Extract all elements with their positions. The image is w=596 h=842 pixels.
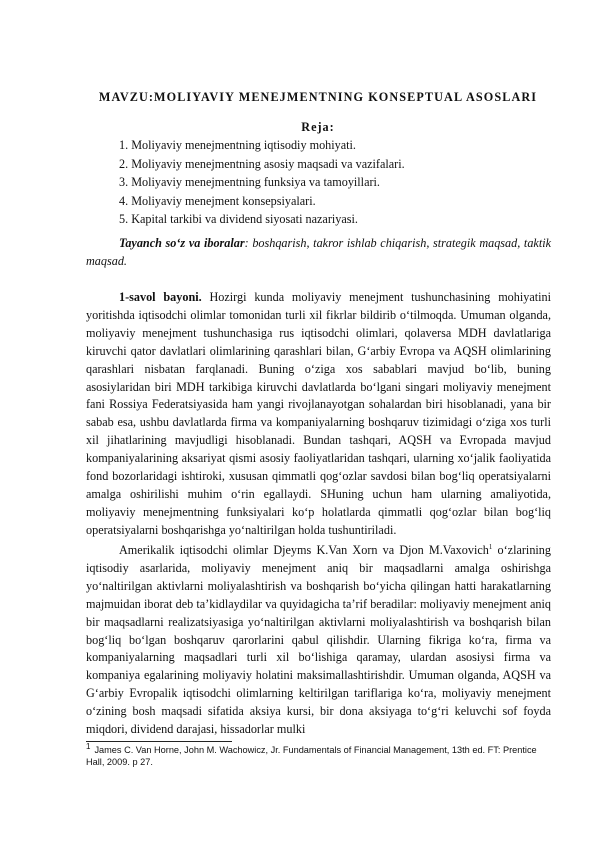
section-1-paragraph	[86, 289, 551, 540]
footnote-text: James C. Van Horne, John M. Wachowicz, Jr. Fundamentals of Financial Management, 13th ed. FT: Prentice Hall, 2009. p 27.	[86, 745, 537, 768]
footnote-mark: 1	[86, 741, 91, 751]
plan-item: 5. Kapital tarkibi va dividend siyosati nazariyasi.	[119, 212, 358, 227]
definition-text-a: Amerikalik iqtisodchi olimlar Djeyms K.Van Xorn va Djon M.Vaxovich	[119, 543, 489, 557]
footnote	[86, 741, 556, 768]
plan-item: 1. Moliyaviy menejmentning iqtisodiy mohiyati.	[119, 138, 356, 152]
section-1-text: Hozirgi kunda moliyaviy menejment tushunchasining mohiyatini yoritishda iqtisodchi olimlar tomonidan turli xil fikrlar bildirib o‘tilmoqda. Umuman olganda, moliyaviy menejment tushunchasiga rus iqtisodchi olimlari, qolaversa MDH davlatlariga kiruvchi qator davlatlari olimlarining qarashlari bilan, G‘arbiy Evropa va AQSH olimlarining qarashlari nisbatan farqlanadi. Buning o‘ziga xos sabablari mavjud bo‘lib, buning asosiylaridan biri MDH tarkibiga kiruvchi davlatlarda bo‘lgani singari moliyaviy menejment fani Rossiya Federatsiyasida ham yangi rivojlanayotgan sohalardan biri hisoblanadi, yana bir sabab esa, ushbu davlatlarda firma va kompaniyalarning boshqaruv tizimidagi o‘ziga xos turli xil jihatlarining mavjudligi hisoblanadi. Bundan tashqari, AQSH va Evropada mavjud kompaniyalarining aksariyat qismi asosiy faoliyatlaridan tashqari, ularning xo‘jalik faoliyatida fond bozorlaridagi ishtiroki, xususan qimmatli qog‘ozlar savdosi bilan bog‘liq operatsiyalarni amalga oshirilishi muhim o‘rin egallaydi. SHuning uchun ham ularning amaliyotida, moliyaviy menejmentning funksiyalari ko‘p holatlarda qimmatli qog‘ozlar bilan bog‘liq operatsiyalarni boshqarishga yo‘naltirilgan holda tushuntiriladi.	[86, 290, 551, 537]
plan-item: 2. Moliyaviy menejmentning asosiy maqsadi va vazifalari.	[119, 156, 405, 171]
plan-heading: Reja:	[301, 120, 335, 134]
footnote-separator	[86, 741, 232, 742]
keywords-paragraph	[86, 235, 551, 271]
footnote-reference[interactable]: 1	[488, 542, 493, 551]
document-title: MAVZU:MOLIYAVIY MENEJMENTNING KONSEPTUAL ASOSLARI	[98, 90, 538, 104]
plan-item: 4. Moliyaviy menejment konsepsiyalari.	[119, 193, 316, 208]
section-1-lead: 1-savol bayoni.	[119, 290, 202, 304]
keywords-text: : boshqarish, takror ishlab chiqarish, strategik maqsad, taktik maqsad.	[86, 236, 551, 268]
definition-text-b: o‘zlarining iqtisodiy asarlarida, moliyaviy menejment aniq bir maqsadlarni amalga oshirishga yo‘naltirilgan aktivlarni moliyalashtirish va boshqarish bo‘yicha qilingan hatti harakatlarning majmuidan iborat deb ta’kidlaydilar va quyidagicha ta’rif beradilar: moliyaviy menejment aniq bir maqsadlarni realizatsiyasiga yo‘naltirilgan aktivlarni moliyalashtirish va boshqarish bilan bog‘liq bo‘lgan boshqaruv qarorlarini qabul qilishdir. Ularning fikriga ko‘ra, firma va kompaniyalarning maqsadlari turli xil bo‘lishiga qaramay, ulardan asosiysi firma va kompaniya egalarining moliyaviy holatini maksimallashtirishdir. Umuman olganda, AQSH va G‘arbiy Evropalik iqtisodchi olimlarning keltirilgan tariflariga ko‘ra, moliyaviy menejment o‘zining bosh maqsadi sifatida aksiya kursi, bir dona aksiyaga to‘g‘ri keluvchi sof foyda miqdori, dividend darajasi, hissadorlar mulki	[86, 543, 551, 737]
plan-list	[119, 136, 405, 229]
keywords-label: Tayanch so‘z va iboralar	[119, 236, 245, 250]
plan-item: 3. Moliyaviy menejmentning funksiya va tamoyillari.	[119, 175, 380, 190]
definition-paragraph	[86, 542, 551, 739]
